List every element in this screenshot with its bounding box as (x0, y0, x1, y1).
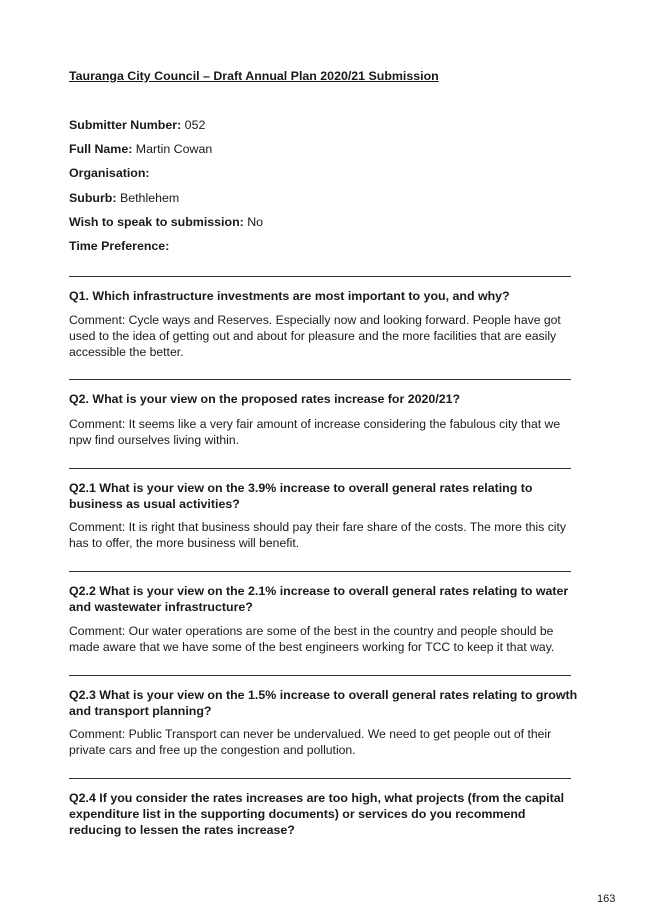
field-label: Suburb: (69, 191, 117, 205)
field-label: Organisation: (69, 166, 150, 180)
field-label: Full Name: (69, 142, 133, 156)
field-suburb (69, 191, 179, 206)
section-divider (69, 379, 571, 380)
comment-q2-2: Comment: Our water operations are some of the best in the country and people should be made aware that we have some of the best engineers working for TCC to keep it that way. (69, 624, 555, 654)
comment-q2: Comment: It seems like a very fair amount of increase considering the fabulous city that we npw find ourselves living within. (69, 417, 561, 447)
page-number: 163 (597, 893, 616, 905)
field-label: Time Preference: (69, 239, 170, 253)
comment-q2-3: Comment: Public Transport can never be undervalued. We need to get people out of their private cars and free up the congestion and pollution. (69, 727, 552, 757)
field-value: 052 (184, 118, 206, 132)
field-label: Wish to speak to submission: (69, 215, 244, 229)
question-q2-2: Q2.2 What is your view on the 2.1% increase to overall general rates relating to water and wastewater infrastructure? (69, 584, 569, 614)
field-time-preference (69, 239, 169, 254)
section-divider (69, 276, 571, 277)
question-q2-3: Q2.3 What is your view on the 1.5% increase to overall general rates relating to growth and transport planning? (69, 688, 578, 718)
question-q2: Q2. What is your view on the proposed rates increase for 2020/21? (69, 392, 461, 406)
question-q1: Q1. Which infrastructure investments are most important to you, and why? (69, 289, 510, 303)
field-organisation (69, 166, 150, 181)
field-full-name (69, 142, 212, 157)
question-q2-1: Q2.1 What is your view on the 3.9% increase to overall general rates relating to business as usual activities? (69, 481, 533, 511)
section-divider (69, 468, 571, 469)
section-divider (69, 571, 571, 572)
field-submitter-number (69, 118, 205, 133)
field-wish-to-speak (69, 215, 263, 230)
document-title: Tauranga City Council – Draft Annual Plan 2020/21 Submission (69, 69, 439, 83)
field-value: Bethlehem (119, 191, 180, 205)
section-divider (69, 675, 571, 676)
field-label: Submitter Number: (69, 118, 182, 132)
section-divider (69, 778, 571, 779)
field-value: No (247, 215, 264, 229)
comment-q1: Comment: Cycle ways and Reserves. Especially now and looking forward. People have got used to the idea of getting out and about for pleasure and the more facilities that are easily accessible the better. (69, 313, 561, 359)
comment-q2-1: Comment: It is right that business should pay their fare share of the costs. The more this city has to offer, the more business will benefit. (69, 520, 566, 550)
question-q2-4: Q2.4 If you consider the rates increases are too high, what projects (from the capital expenditure list in the supporting documents) or services do you recommend reducing to lessen the rates increase? (69, 791, 565, 837)
field-value: Martin Cowan (135, 142, 213, 156)
